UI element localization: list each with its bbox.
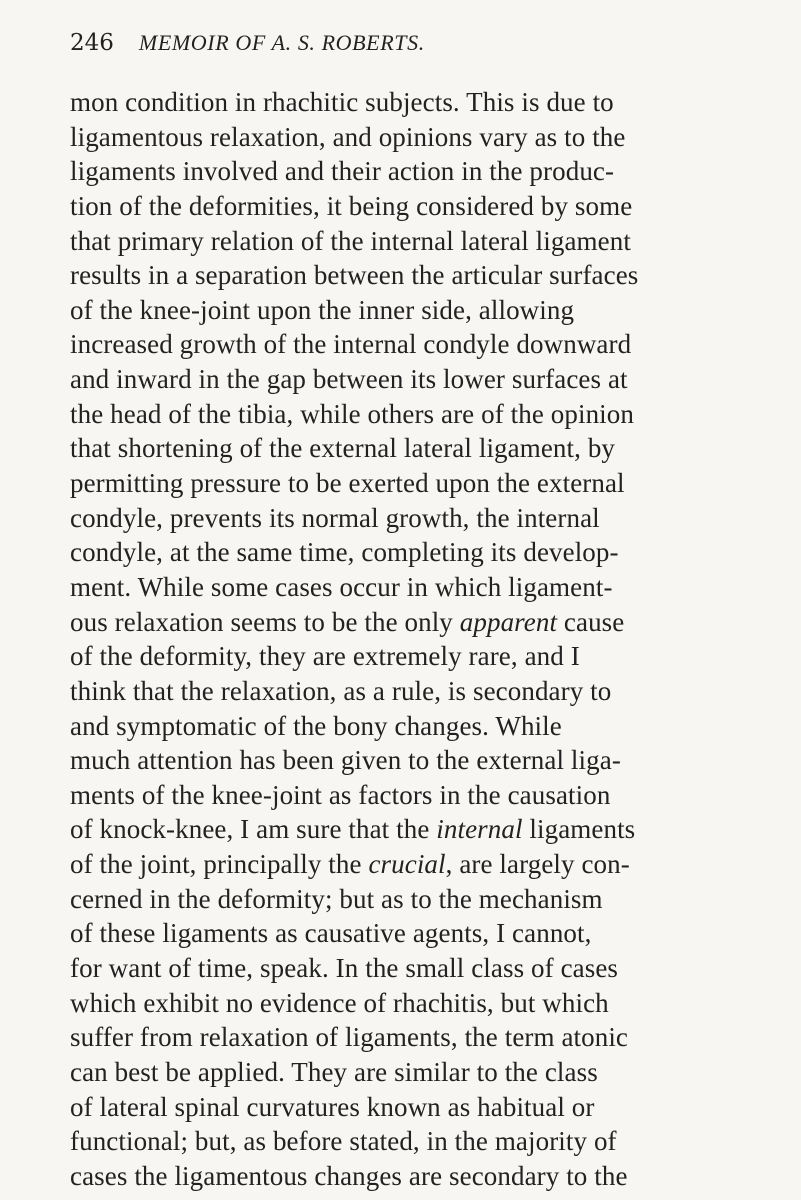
line-text: that shortening of the external lateral ligament, by <box>70 433 616 464</box>
text-line <box>70 1055 790 1090</box>
line-text: and symptomatic of the bony changes. While <box>70 710 562 741</box>
line-text: condyle, prevents its normal growth, the internal <box>70 502 600 533</box>
text-line <box>70 1090 790 1125</box>
line-text: think that the relaxation, as a rule, is secondary to <box>70 675 612 706</box>
line-text: ligaments involved and their action in the produc- <box>70 156 615 187</box>
text-line <box>70 362 790 397</box>
body-text <box>70 85 790 1194</box>
text-line <box>70 570 790 605</box>
line-text: permitting pressure to be exerted upon the external <box>70 468 625 499</box>
text-line <box>70 120 790 155</box>
text-line <box>70 258 790 293</box>
text-line <box>70 882 790 917</box>
line-text: of these ligaments as causative agents, I cannot, <box>70 918 592 949</box>
line-text: of the deformity, they are extremely rare, and I <box>70 641 580 672</box>
text-line <box>70 639 790 674</box>
line-text: tion of the deformities, it being considered by some <box>70 190 633 221</box>
line-text: results in a separation between the articular surfaces <box>70 260 639 291</box>
line-text: and inward in the gap between its lower surfaces at <box>70 364 628 395</box>
text-line <box>70 847 790 882</box>
text-line <box>70 466 790 501</box>
text-line <box>70 501 790 536</box>
text-line <box>70 812 790 847</box>
line-text: condyle, at the same time, completing its develop- <box>70 537 619 568</box>
line-text: that primary relation of the internal lateral ligament <box>70 225 631 256</box>
text-line <box>70 85 790 120</box>
emphasis-text: internal <box>436 814 523 845</box>
text-line <box>70 327 790 362</box>
line-text: much attention has been given to the external liga- <box>70 745 621 776</box>
text-line <box>70 397 790 432</box>
emphasis-text: apparent <box>459 606 558 637</box>
page-number: 246 <box>70 30 114 56</box>
text-line <box>70 1159 790 1194</box>
line-text: cerned in the deformity; but as to the mechanism <box>70 883 603 914</box>
text-line <box>70 189 790 224</box>
line-text: ments of the knee-joint as factors in the causation <box>70 779 611 810</box>
text-line <box>70 431 790 466</box>
line-text: cause <box>557 606 625 637</box>
line-text: mon condition in rhachitic subjects. This is due to <box>70 87 614 117</box>
text-line <box>70 743 790 778</box>
text-line <box>70 674 790 709</box>
line-text: increased growth of the internal condyle downward <box>70 329 632 360</box>
line-text: cases the ligamentous changes are secondary to the <box>70 1160 628 1191</box>
line-text: can best be applied. They are similar to the class <box>70 1056 598 1087</box>
text-line <box>70 535 790 570</box>
line-text: ment. While some cases occur in which ligament- <box>70 571 613 602</box>
text-line <box>70 605 790 640</box>
line-text: the head of the tibia, while others are of the opinion <box>70 398 634 429</box>
text-line <box>70 154 790 189</box>
text-line <box>70 916 790 951</box>
line-text: functional; but, as before stated, in the majority of <box>70 1126 617 1157</box>
emphasis-text: crucial <box>368 849 446 880</box>
line-text: ligamentous relaxation, and opinions vary as to the <box>70 121 626 152</box>
text-line <box>70 1124 790 1159</box>
line-text: of lateral spinal curvatures known as habitual or <box>70 1091 595 1122</box>
running-title: MEMOIR OF A. S. ROBERTS. <box>138 30 425 55</box>
text-line <box>70 224 790 259</box>
text-line <box>70 778 790 813</box>
text-line <box>70 709 790 744</box>
line-text: of the joint, principally the <box>70 849 369 880</box>
line-text: ous relaxation seems to be the only <box>70 606 460 637</box>
text-line <box>70 293 790 328</box>
text-line <box>70 951 790 986</box>
line-text: of the knee-joint upon the inner side, allowing <box>70 294 575 325</box>
page-header <box>70 28 790 58</box>
line-text: suffer from relaxation of ligaments, the term atonic <box>70 1022 629 1053</box>
line-text: , are largely con- <box>445 849 630 880</box>
text-line <box>70 986 790 1021</box>
line-text: ligaments <box>522 814 636 845</box>
line-text: for want of time, speak. In the small class of cases <box>70 953 619 984</box>
line-text: which exhibit no evidence of rhachitis, but which <box>70 987 609 1018</box>
line-text: of knock-knee, I am sure that the <box>70 814 437 845</box>
text-line <box>70 1020 790 1055</box>
